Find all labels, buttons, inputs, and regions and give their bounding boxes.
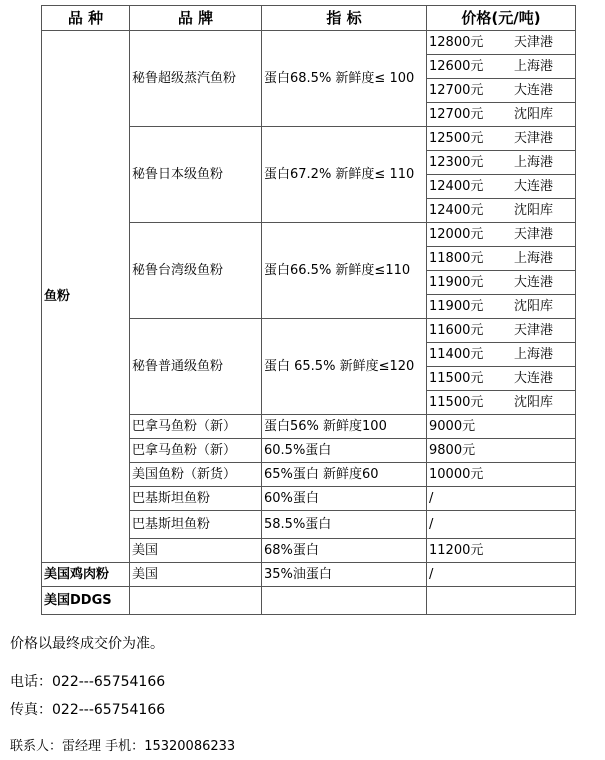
price-value: 11900元 (429, 275, 484, 290)
price-cell (427, 127, 576, 151)
variety-fishmeal: 鱼粉 (42, 31, 130, 563)
brand-cell: 秘鲁日本级鱼粉 (130, 127, 262, 223)
price-location: 上海港 (513, 251, 553, 266)
spec-cell: 蛋白67.2% 新鲜度≤ 110 (262, 127, 427, 223)
price-location: 沈阳库 (513, 107, 553, 122)
phone-label: 电话： (10, 674, 52, 690)
price-location: 沈阳库 (513, 299, 553, 314)
spec-cell: 蛋白66.5% 新鲜度≤110 (262, 223, 427, 319)
price-cell: / (427, 563, 576, 587)
spec-cell: 蛋白56% 新鲜度100 (262, 415, 427, 439)
price-cell: / (427, 511, 576, 539)
price-cell (427, 247, 576, 271)
brand-cell: 美国 (130, 539, 262, 563)
header-variety: 品 种 (42, 6, 130, 31)
contact-line (10, 735, 235, 754)
price-location: 大连港 (513, 371, 553, 386)
table-row (42, 587, 576, 615)
price-cell (427, 79, 576, 103)
price-value: 11600元 (429, 323, 484, 338)
brand-cell: 巴拿马鱼粉（新） (130, 415, 262, 439)
price-cell: 9000元 (427, 415, 576, 439)
price-value: 11500元 (429, 395, 484, 410)
brand-cell: 秘鲁台湾级鱼粉 (130, 223, 262, 319)
header-brand: 品 牌 (130, 6, 262, 31)
brand-cell: 巴基斯坦鱼粉 (130, 511, 262, 539)
spec-cell: 60%蛋白 (262, 487, 427, 511)
price-cell (427, 199, 576, 223)
spec-cell: 68%蛋白 (262, 539, 427, 563)
header-price: 价格(元/吨) (427, 6, 576, 31)
mobile-label: 手机： (105, 739, 145, 754)
table-header-row (42, 6, 576, 31)
price-value: 12700元 (429, 107, 484, 122)
price-cell (427, 151, 576, 175)
spec-cell: 60.5%蛋白 (262, 439, 427, 463)
table-row (42, 31, 576, 55)
price-cell (427, 175, 576, 199)
price-location: 天津港 (513, 323, 553, 338)
price-cell (427, 223, 576, 247)
price-location: 大连港 (513, 179, 553, 194)
price-cell (427, 343, 576, 367)
variety-chicken: 美国鸡肉粉 (42, 563, 130, 587)
mobile-number: 15320086233 (144, 739, 236, 754)
price-table (41, 5, 576, 615)
price-value: 12700元 (429, 83, 484, 98)
price-value: 11900元 (429, 299, 484, 314)
phone-number: 022---65754166 (52, 674, 166, 690)
variety-ddgs: 美国DDGS (42, 587, 130, 615)
price-value: 12300元 (429, 155, 484, 170)
price-cell (427, 55, 576, 79)
price-cell: 11200元 (427, 539, 576, 563)
brand-cell: 巴基斯坦鱼粉 (130, 487, 262, 511)
brand-cell: 秘鲁超级蒸汽鱼粉 (130, 31, 262, 127)
spec-cell: 蛋白68.5% 新鲜度≤ 100 (262, 31, 427, 127)
contact-name: 雷经理 (62, 739, 102, 754)
price-location: 沈阳库 (513, 203, 553, 218)
brand-cell: 秘鲁普通级鱼粉 (130, 319, 262, 415)
table-row (42, 563, 576, 587)
fax-label: 传真： (10, 702, 52, 718)
price-value: 11400元 (429, 347, 484, 362)
price-cell (427, 271, 576, 295)
brand-cell: 美国 (130, 563, 262, 587)
price-location: 天津港 (513, 131, 553, 146)
fax-line (10, 699, 165, 719)
price-location: 大连港 (513, 275, 553, 290)
price-cell: / (427, 487, 576, 511)
price-cell (427, 319, 576, 343)
price-value: 12400元 (429, 203, 484, 218)
price-value: 12600元 (429, 59, 484, 74)
price-cell (427, 31, 576, 55)
price-cell (427, 295, 576, 319)
price-location: 上海港 (513, 59, 553, 74)
spec-cell: 65%蛋白 新鲜度60 (262, 463, 427, 487)
price-cell: 9800元 (427, 439, 576, 463)
price-value: 11800元 (429, 251, 484, 266)
price-location: 沈阳库 (513, 395, 553, 410)
brand-cell: 美国鱼粉（新货） (130, 463, 262, 487)
price-location: 天津港 (513, 227, 553, 242)
spec-cell: 蛋白 65.5% 新鲜度≤120 (262, 319, 427, 415)
price-location: 上海港 (513, 155, 553, 170)
price-cell (427, 587, 576, 615)
spec-cell: 58.5%蛋白 (262, 511, 427, 539)
price-location: 上海港 (513, 347, 553, 362)
brand-cell: 巴拿马鱼粉（新） (130, 439, 262, 463)
phone-line (10, 671, 165, 691)
price-value: 12000元 (429, 227, 484, 242)
price-location: 天津港 (513, 35, 553, 50)
contact-label: 联系人： (10, 739, 63, 754)
price-location: 大连港 (513, 83, 553, 98)
price-value: 12800元 (429, 35, 484, 50)
price-value: 11500元 (429, 371, 484, 386)
header-spec: 指 标 (262, 6, 427, 31)
price-table-wrapper (41, 5, 576, 615)
price-value: 12500元 (429, 131, 484, 146)
price-cell: 10000元 (427, 463, 576, 487)
price-value: 12400元 (429, 179, 484, 194)
price-cell (427, 103, 576, 127)
brand-cell (130, 587, 262, 615)
price-cell (427, 391, 576, 415)
price-note: 价格以最终成交价为准。 (10, 636, 164, 652)
fax-number: 022---65754166 (52, 702, 166, 718)
price-cell (427, 367, 576, 391)
spec-cell: 35%油蛋白 (262, 563, 427, 587)
spec-cell (262, 587, 427, 615)
